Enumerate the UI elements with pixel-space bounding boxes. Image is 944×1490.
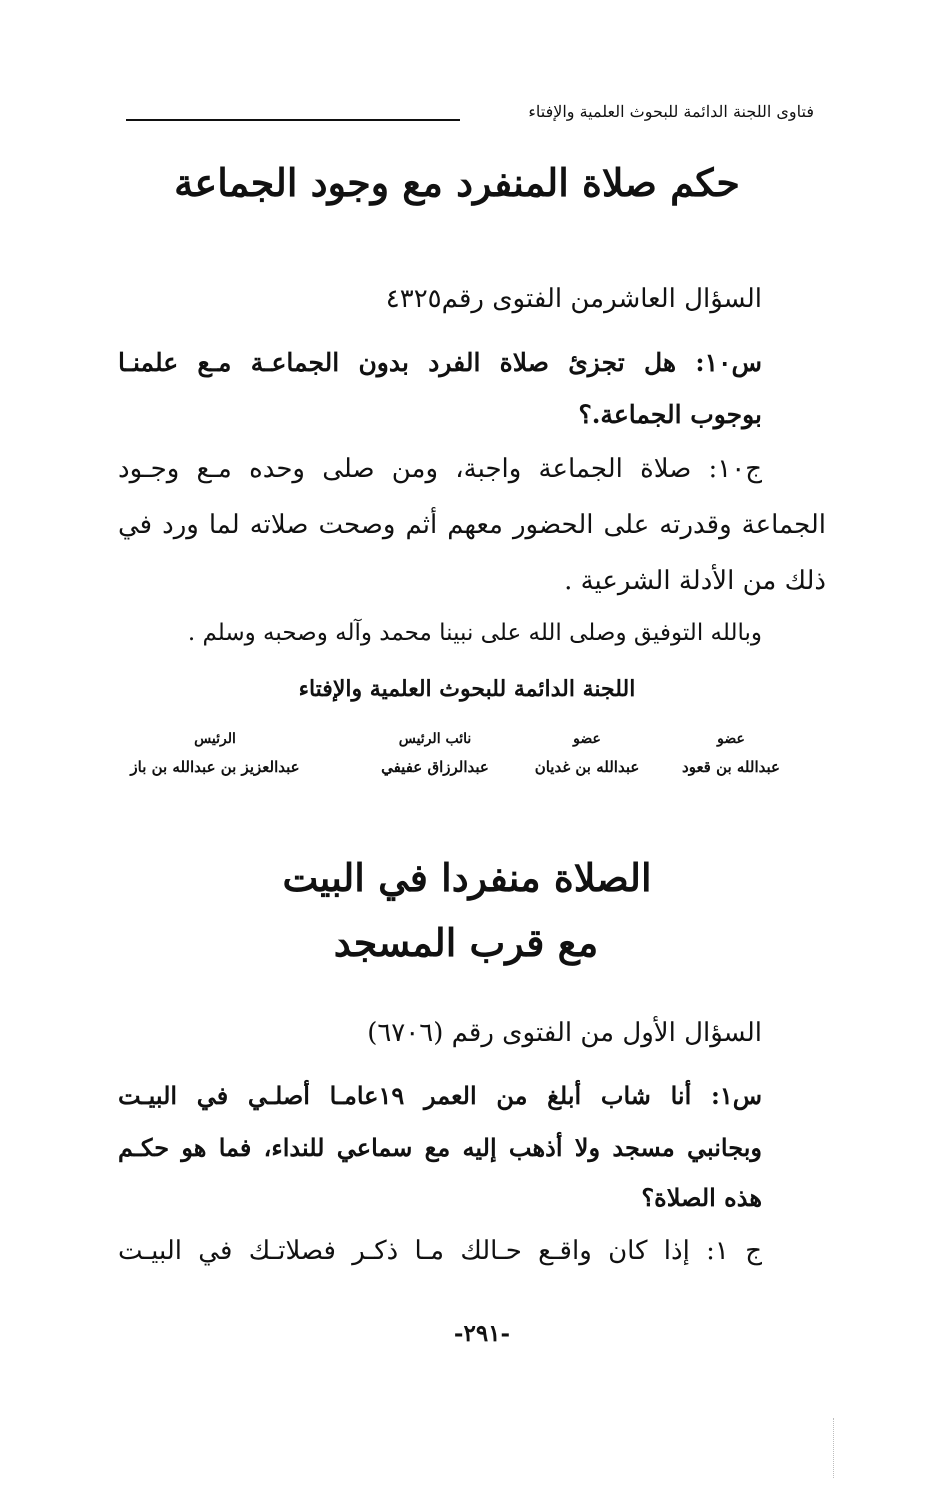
question-line: وبجانبي مسجد ولا أذهب إليه مع سماعي للنداء، فما هو حكـم: [118, 1133, 762, 1162]
signatory-member: [522, 725, 652, 781]
section-title: حكم صلاة المنفرد مع وجود الجماعة: [174, 160, 740, 205]
signatory-role: عضو: [573, 731, 601, 747]
signatory-role: نائب الرئيس: [398, 731, 472, 747]
signatory-name: عبدالله بن غديان: [534, 758, 640, 776]
closing-formula: وبالله التوفيق وصلى الله على نبينا محمد وآله وصحبه وسلم .: [187, 620, 762, 646]
section-title: الصلاة منفردا في البيت: [282, 855, 652, 900]
header-rule: [126, 119, 460, 121]
fatwa-reference: السؤال العاشرمن الفتوى رقم٤٣٢٥: [385, 284, 762, 314]
signatory-name: عبدالرزاق عفيفي: [381, 758, 489, 776]
signatory-role: الرئيس: [194, 731, 236, 747]
page-number: -٢٩١-: [453, 1320, 511, 1347]
answer-line: ج١٠: صلاة الجماعة واجبة، ومن صلى وحده مـع وجـود: [118, 454, 762, 484]
question-line: هذه الصلاة؟: [641, 1183, 762, 1212]
fatwa-reference: السؤال الأول من الفتوى رقم (٦٧٠٦): [367, 1018, 762, 1048]
scan-edge-mark: [833, 1418, 836, 1478]
answer-line: ج ١: إذا كان واقـع حـالك مـا ذكـر فصلاتـك في البيـت: [118, 1236, 762, 1266]
signatory-president: [110, 725, 320, 781]
signatory-name: عبدالعزيز بن عبدالله بن باز: [130, 758, 300, 776]
signatory-member: [670, 725, 792, 781]
answer-line: ذلك من الأدلة الشرعية .: [564, 566, 826, 596]
signatory-vice-president: [350, 725, 520, 781]
signatories-block: [110, 725, 792, 785]
signatory-name: عبدالله بن قعود: [682, 758, 780, 776]
question-line: س١٠: هل تجزئ صلاة الفرد بدون الجماعـة مـع علمنـا: [118, 348, 762, 377]
signatory-role: عضو: [717, 731, 745, 747]
running-header: فتاوى اللجنة الدائمة للبحوث العلمية والإفتاء: [528, 102, 814, 121]
question-line: بوجوب الجماعة.؟: [578, 400, 762, 429]
question-line: س١: أنا شاب أبلغ من العمر ١٩عامـا أصلـي في البيـت: [118, 1081, 762, 1110]
answer-line: الجماعة وقدرته على الحضور معهم أثم وصحت صلاته لما ورد في: [118, 510, 826, 540]
committee-name: اللجنة الدائمة للبحوث العلمية والإفتاء: [298, 676, 636, 702]
section-subtitle: مع قرب المسجد: [333, 920, 599, 965]
